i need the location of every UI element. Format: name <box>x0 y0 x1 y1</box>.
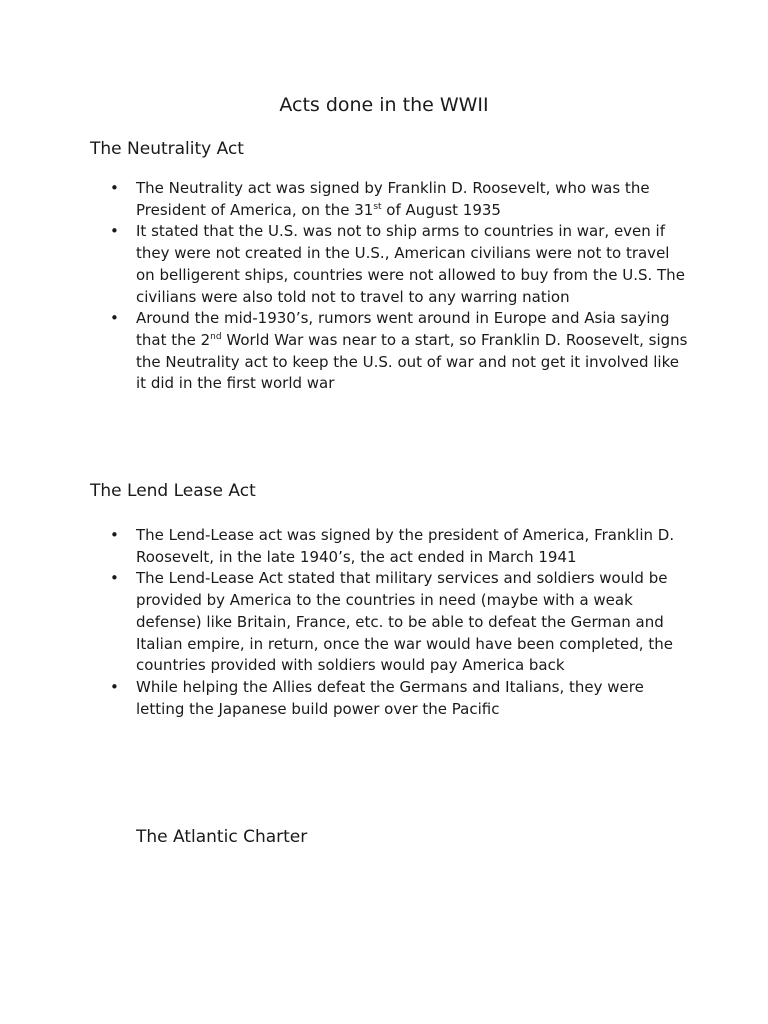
bullet-glyph: • <box>110 569 119 588</box>
list-item <box>110 677 690 720</box>
bullet-glyph: • <box>110 677 119 696</box>
section-heading-neutrality-act: The Neutrality Act <box>90 139 244 159</box>
bullet-glyph: • <box>110 309 119 328</box>
list-item <box>110 178 690 221</box>
list-item <box>110 308 690 395</box>
section-heading-lend-lease-act: The Lend Lease Act <box>90 481 256 501</box>
neutrality-act-bullet-list <box>110 178 690 395</box>
document-title: Acts done in the WWII <box>279 94 489 116</box>
list-item <box>110 221 690 308</box>
list-item <box>110 525 690 568</box>
bullet-text: The Neutrality act was signed by Franklin D. Roosevelt, who was the President of America, on the 31st of August 1935 <box>136 179 650 219</box>
section-heading-atlantic-charter: The Atlantic Charter <box>136 827 308 847</box>
bullet-text: Around the mid-1930’s, rumors went around in Europe and Asia saying that the 2nd World War was near to a start, so Franklin D. Roosevelt, signs the Neutrality act to keep the U.S. out of war and not get it involved like it did in the first world war <box>136 309 688 393</box>
superscript-text: st <box>373 201 382 212</box>
list-item <box>110 568 690 677</box>
bullet-glyph: • <box>110 526 119 544</box>
bullet-glyph: • <box>110 222 119 241</box>
bullet-text: While helping the Allies defeat the Germans and Italians, they were letting the Japanese build power over the Pacific <box>136 677 644 718</box>
bullet-glyph: • <box>110 179 119 197</box>
bullet-text: It stated that the U.S. was not to ship arms to countries in war, even if they were not created in the U.S., American civilians were not to travel on belligerent ships, countries were not allowed to buy from the U.S. The civilians were also told not to travel to any warring nation <box>136 222 685 306</box>
superscript-text: nd <box>210 331 222 342</box>
bullet-text: The Lend-Lease act was signed by the president of America, Franklin D. Roosevelt, in the late 1940’s, the act ended in March 1941 <box>136 526 675 566</box>
lend-lease-act-bullet-list <box>110 525 690 720</box>
bullet-text: The Lend-Lease Act stated that military services and soldiers would be provided by America to the countries in need (maybe with a weak defense) like Britain, France, etc. to be able to defeat the German and Italian empire, in return, once the war would have been completed, the countries provided with soldiers would pay America back <box>136 569 673 675</box>
